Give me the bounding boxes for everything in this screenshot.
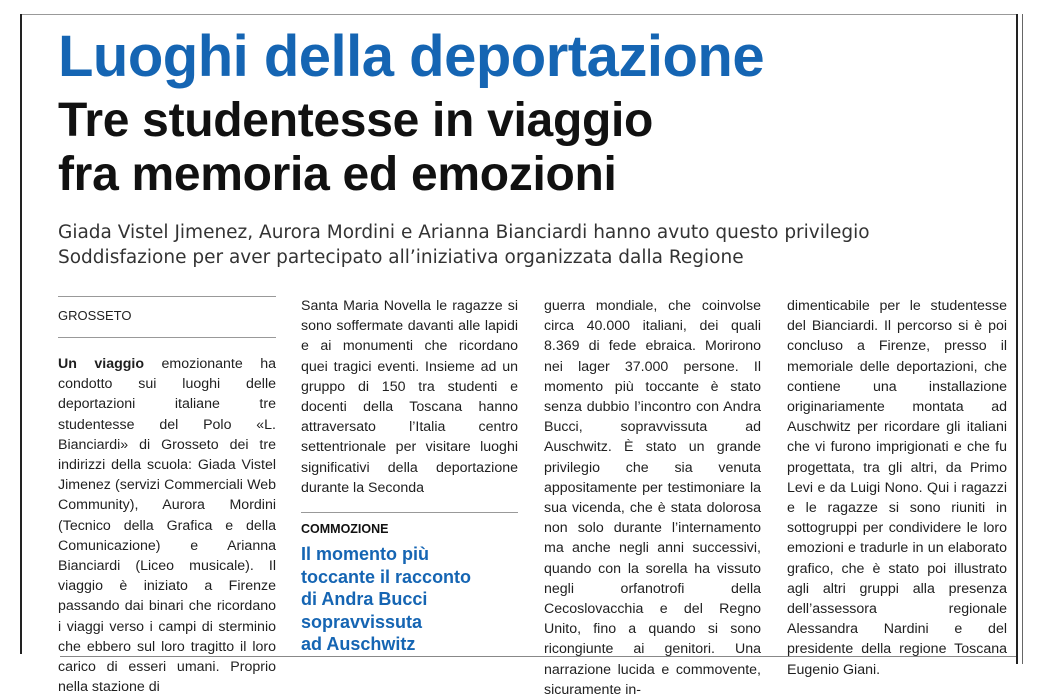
article-kicker: Luoghi della deportazione [58,24,765,89]
article-headline [58,94,998,202]
page-right-rule-thin [1022,14,1023,664]
callout-title [301,543,518,656]
callout-title-line: sopravvissuta [301,611,423,632]
summary-line: Soddisfazione per aver partecipato all’iniziativa organizzata dalla Regione [58,247,744,268]
dateline-bottom-rule [58,337,276,338]
callout-top-rule [301,512,518,513]
page-top-rule [20,14,1016,15]
callout-title-line: di Andra Bucci [301,589,428,610]
body-text: dimenticabile per le studentesse del Bianciardi. Il percorso si è poi concluso a Firenze, presso il memoriale delle deportazioni, che contiene una installazione originariamente montata ad Auschwitz per ricordare gli italiani che vi furono imprigionati e che fu progettata, tra gli altri, da Primo Levi e da Luigi Nono. Qui i ragazzi e le ragazze si sono riuniti in sottogruppi per condividere le loro emozioni e tradurle in un elaborato grafico, che è stato poi illustrato agli altri gruppi alla presenza dell’assessora regionale Alessandra Nardini e del presidente della regione Toscana Eugenio Giani. [787,298,1007,678]
lead-words: Un viaggio [58,356,145,372]
body-column-3 [544,296,761,700]
article-summary [58,220,1008,270]
body-paragraph [58,354,276,697]
callout-title-line: toccante il racconto [301,566,472,587]
page-left-rule [20,14,22,654]
headline-line: fra memoria ed emozioni [58,148,617,201]
page-right-rule [1016,14,1018,664]
body-column-4 [787,296,1007,680]
body-text: Santa Maria Novella le ragazze si sono soffermate davanti alle lapidi e ai monumenti che ricordano quei tragici eventi. Insieme ad un gruppo di 150 tra studenti e docenti della Toscana hanno attraversato l’Italia centro settentrionale per visitare luoghi significativi della deportazione durante la Seconda [301,298,518,496]
summary-line: Giada Vistel Jimenez, Aurora Mordini e Arianna Bianciardi hanno avuto questo privilegio [58,222,870,243]
body-text: guerra mondiale, che coinvolse circa 40.000 italiani, dei quali 8.369 di fede ebraica. Morirono nei lager 37.000 persone. Il momento più toccante è stato senza dubbio l’incontro con Andra Bucci, sopravvissuta ad Auschwitz. È stato un grande privilegio che sia venuta appositamente per testimoniare la sua vicenda, che è stata dolorosa non solo durante l’internamento ma anche negli anni successivi, quando con la sorella ha vissuto negli orfanotrofi della Cecoslovacchia e del Regno Unito, fino a quando si sono ricongiunte ai genitori. Una narrazione lucida e commovente, sicuramente in- [544,298,761,698]
callout-label: COMMOZIONE [301,522,389,537]
body-column-2 [301,296,518,656]
headline-line: Tre studentesse in viaggio [58,94,654,147]
sidebar-callout-box [301,512,518,656]
callout-title-line: Il momento più [301,544,429,565]
callout-title-line: ad Auschwitz [301,634,416,655]
dateline: GROSSETO [58,308,132,323]
body-text: emozionante ha condotto sui luoghi delle deportazioni italiane tre studentesse del Polo «L. Bianciardi» di Grosseto dei tre indirizzi della scuola: Giada Vistel Jimenez (servizi Commerciali Web Community), Aurora Mordini (Tecnico della Grafica e della Comunicazione) e Arianna Bianciardi (Liceo musicale). Il viaggio è iniziato a Firenze passando dai binari che ricordano i viaggi verso i campi di sterminio che ebbero sul loro tragitto il loro carico di esseri umani. Proprio nella stazione di [58,356,276,696]
body-column-1 [58,296,276,697]
